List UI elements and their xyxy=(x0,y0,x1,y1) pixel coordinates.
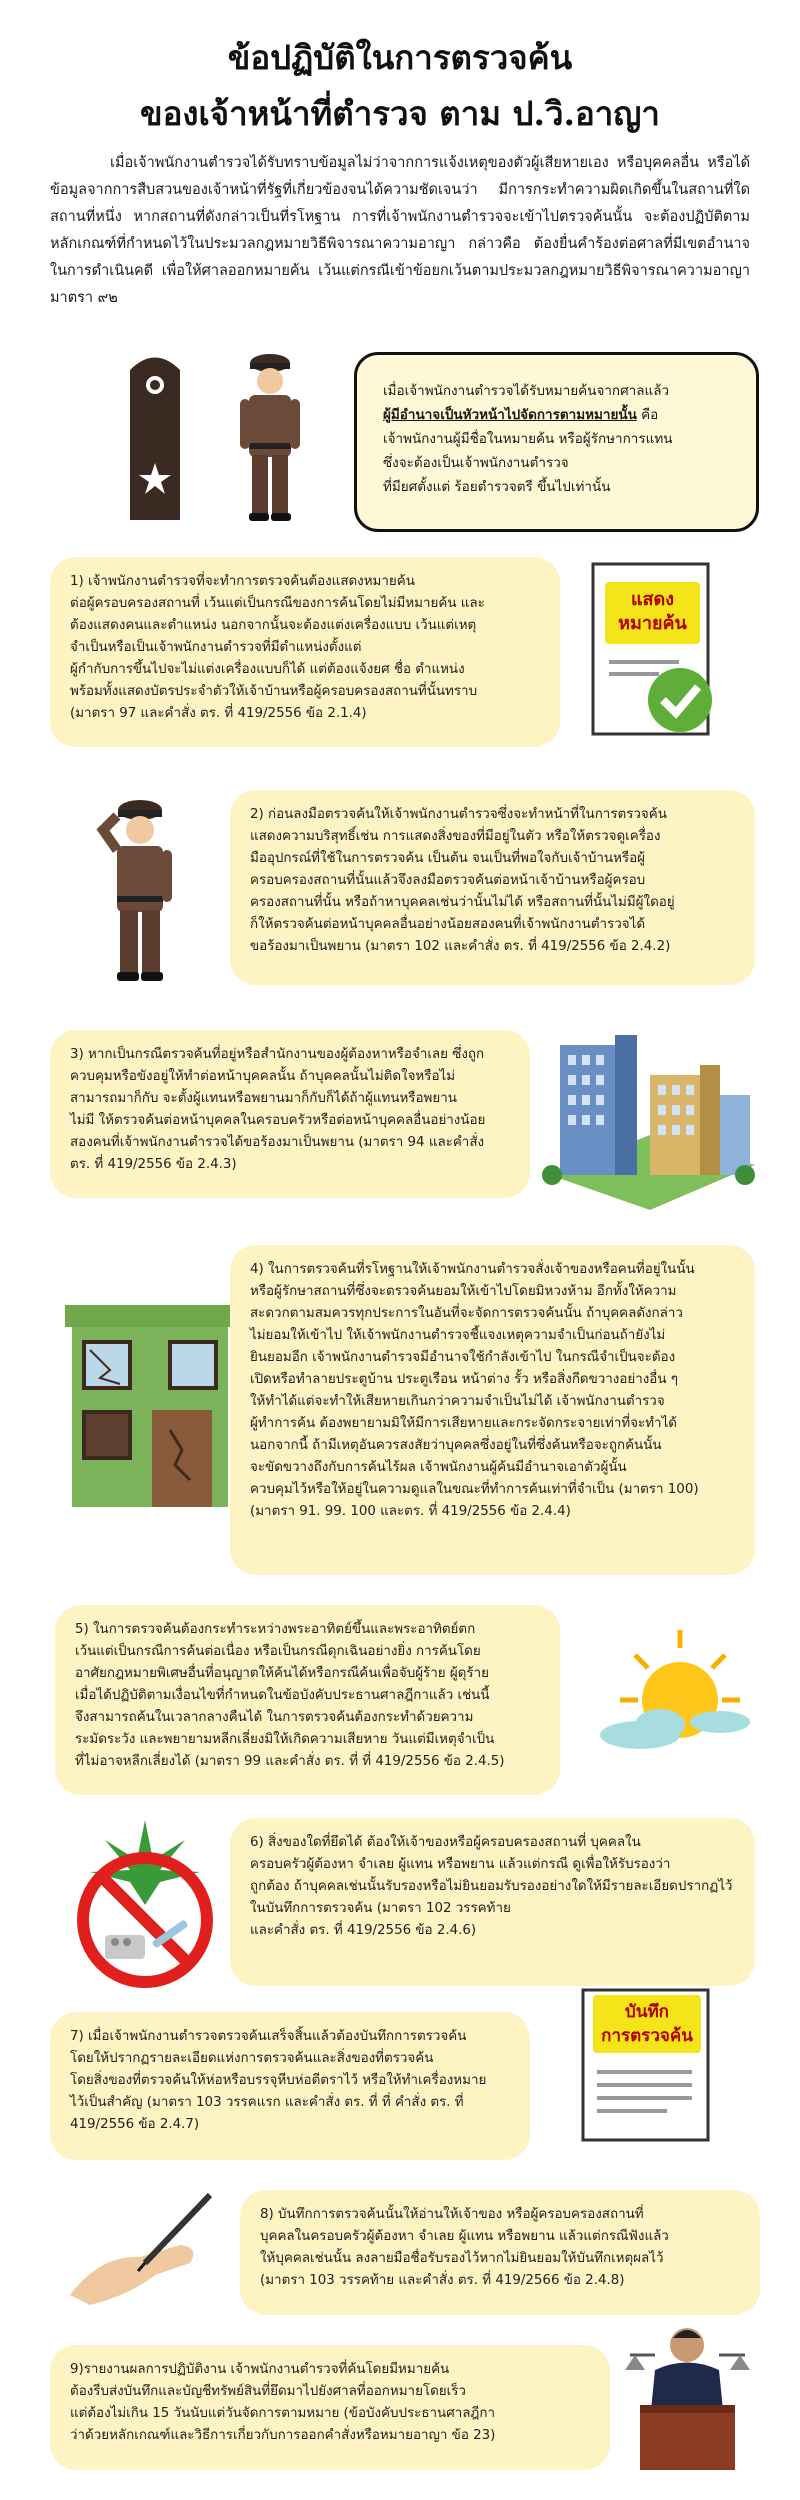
step-2-line: ครอบครองสถานที่นั้นแล้วจึงลงมือตรวจค้นต่อหน้าเจ้าบ้านหรือผู้ครอบ xyxy=(250,873,646,888)
step-5-line: 5) ในการตรวจค้นต้องกระทำระหว่างพระอาทิตย์ขึ้นและพระอาทิตย์ตก xyxy=(75,1622,476,1637)
step-5-line: เมื่อได้ปฏิบัติตามเงื่อนไขที่กำหนดในข้อบังคับประธานศาลฎีกาแล้ว เช่นนี้ xyxy=(75,1688,490,1703)
step-1-line: ต้องแสดงคนและตำแหน่ง นอกจากนั้นจะต้องแต่งเครื่องแบบ เว้นแต่เหตุ xyxy=(70,618,477,633)
step-8-line: 8) บันทึกการตรวจค้นนั้นให้อ่านให้เจ้าของ หรือผู้ครอบครองสถานที่ xyxy=(260,2207,644,2222)
callout-line-3: เจ้าพนักงานผู้มีชื่อในหมายค้น หรือผู้รักษาการแทน xyxy=(383,431,673,447)
step-5-line: อาศัยกฎหมายพิเศษอื่นที่อนุญาตให้ค้นได้หรือกรณีค้นเพื่อจับผู้ร้าย ผู้ดุร้าย xyxy=(75,1666,489,1681)
step-4-line: นอกจากนี้ ถ้ามีเหตุอันควรสงสัยว่าบุคคลซึ่งอยู่ในที่ซึ่งค้นหรือจะถูกค้นนั้น xyxy=(250,1438,662,1453)
step-4-line: จะขัดขวางถึงกับการค้นไร้ผล เจ้าพนักงานผู้ค้นมีอำนาจเอาตัวผู้นั้น xyxy=(250,1460,627,1475)
step-9-line: แต่ต้องไม่เกิน 15 วันนับแต่วันจัดการตามหมาย (ข้อบังคับประธานศาลฎีกา xyxy=(70,2406,496,2421)
step-7-line: 7) เมื่อเจ้าพนักงานตำรวจตรวจค้นเสร็จสิ้นแล้วต้องบันทึกการตรวจค้น xyxy=(70,2029,467,2044)
step-5-line: จึงสามารถค้นในเวลากลางคืนได้ ในการตรวจค้นต้องกระทำด้วยความ xyxy=(75,1710,474,1725)
step-6-box xyxy=(230,1818,755,1986)
callout-line-4: ซึ่งจะต้องเป็นเจ้าพนักงานตำรวจ xyxy=(383,455,569,471)
step-9-line: ต้องรีบส่งบันทึกและบัญชีทรัพย์สินที่ยึดมาไปยังศาลที่ออกหมายโดยเร็ว xyxy=(70,2384,466,2399)
callout-highlight: ผู้มีอำนาจเป็นหัวหน้าไปจัดการตามหมายนั้น xyxy=(383,407,637,423)
title-line-2: ของเจ้าหน้าที่ตำรวจ ตาม ป.วิ.อาญา xyxy=(140,94,660,133)
step-4-line: ควบคุมไว้หรือให้อยู่ในความดูแลในขณะที่ทำการค้นเท่าที่จำเป็น (มาตรา 100) xyxy=(250,1482,699,1497)
hand-writing-icon xyxy=(60,2185,220,2315)
step-1-line: พร้อมทั้งแสดงบัตรประจำตัวให้เจ้าบ้านหรือผู้ครอบครองสถานที่นั้นทราบ xyxy=(70,684,478,699)
search-record-label-2: การตรวจค้น xyxy=(601,2026,693,2046)
step-7-line: โดยสิ่งของที่ตรวจค้นให้ห่อหรือบรรจุหีบห่อตีตราไว้ หรือให้ทำเครื่องหมาย xyxy=(70,2073,487,2088)
step-5-line: เว้นแต่เป็นกรณีการค้นต่อเนื่อง หรือเป็นกรณีดุกเฉินอย่างยิ่ง การค้นโดย xyxy=(75,1644,481,1659)
step-4-line: เปิดหรือทำลายประตูบ้าน ประตูเรือน หน้าต่าง รั้ว หรือสิ่งกีดขวางอย่างอื่น ๆ xyxy=(250,1372,678,1387)
step-9-line: 9)รายงานผลการปฏิบัติงาน เจ้าพนักงานตำรวจที่ค้นโดยมีหมายค้น xyxy=(70,2362,450,2377)
intro-paragraph: เมื่อเจ้าพนักงานตำรวจได้รับทราบข้อมูลไม่ว่าจากการแจ้งเหตุของตัวผู้เสียหายเอง หรือบุคคลอื่น หรือได้ข้อมูลจากการสืบสวนของเจ้าหน้าที่รัฐที่เกี่ยวข้องจนได้ความชัดเจนว่า มีการกระทำความผิดเกิดขึ้นในสถานที่ใดสถานที่หนึ่ง หากสถานที่ดังกล่าวเป็นที่รโหฐาน การที่เจ้าพนักงานตำรวจจะเข้าไปตรวจค้นนั้น จะต้องปฏิบัติตามหลักเกณฑ์ที่กำหนดไว้ในประมวลกฎหมายวิธีพิจารณาความอาญา กล่าวคือ ต้องยื่นคำร้องต่อศาลที่มีเขตอำนาจในการดำเนินคดี เพื่อให้ศาลออกหมายค้น เว้นแต่กรณีเข้าข้อยกเว้นตามประมวลกฎหมายวิธีพิจารณาความอาญามาตรา ๙๒ xyxy=(50,155,750,306)
page-title xyxy=(0,30,800,142)
step-2-line: ก็ให้ตรวจค้นต่อหน้าบุคคลอื่นอย่างน้อยสองคนที่เจ้าพนักงานตำรวจได้ xyxy=(250,917,646,932)
show-warrant-label-2: หมายค้น xyxy=(618,613,687,634)
step-4-line: ไม่ยอมให้เข้าไป ให้เจ้าพนักงานตำรวจชี้แจงเหตุความจำเป็นก่อนถ้ายังไม่ xyxy=(250,1328,666,1343)
step-7-line: โดยให้ปรากฏรายละเอียดแห่งการตรวจค้นและสิ่งของที่ตรวจค้น xyxy=(70,2051,434,2066)
step-1-line: ผู้กำกับการขึ้นไปจะไม่แต่งเครื่องแบบก็ได้ แต่ต้องแจ้งยศ ชื่อ ตำแหน่ง xyxy=(70,662,465,677)
police-officer-icon xyxy=(235,345,305,530)
warrant-authority-callout xyxy=(354,352,759,532)
callout-line-2 xyxy=(383,403,730,427)
step-6-line: 6) สิ่งของใดที่ยึดได้ ต้องให้เจ้าของหรือผู้ครอบครองสถานที่ บุคคลใน xyxy=(250,1835,641,1850)
step-8-box xyxy=(240,2190,760,2315)
step-9-line: ว่าด้วยหลักเกณฑ์และวิธีการเกี่ยวกับการออกคำสั่งหรือหมายอาญา ข้อ 23) xyxy=(70,2428,496,2443)
sun-cloud-icon xyxy=(580,1620,760,1770)
step-6-line: และคำสั่ง ตร. ที่ 419/2556 ข้อ 2.4.6) xyxy=(250,1923,477,1938)
step-4-line: สะดวกตามสมควรทุกประการในอันที่จะจัดการตรวจค้นนั้น ถ้าบุคคลดังกล่าว xyxy=(250,1306,683,1321)
step-2-box xyxy=(230,790,755,985)
step-5-line: ระมัดระวัง และพยายามหลีกเลี่ยงมิให้เกิดความเสียหาย วันแต่มีเหตุจำเป็น xyxy=(75,1732,495,1747)
step-9-box xyxy=(50,2345,610,2470)
damaged-house-icon xyxy=(60,1300,240,1510)
step-3-line: ตร. ที่ 419/2556 ข้อ 2.4.3) xyxy=(70,1157,237,1172)
title-line-1: ข้อปฏิบัติในการตรวจค้น xyxy=(227,38,573,77)
step-5-box xyxy=(55,1605,560,1795)
shoulder-insignia-icon xyxy=(120,345,190,525)
step-2-line: ครองสถานที่นั้น หรือถ้าหาบุคคลเช่นว่านั้นไม่ได้ หรือสถานที่นั้นไม่มีผู้ใดอยู่ xyxy=(250,895,675,910)
callout-line-1: เมื่อเจ้าพนักงานตำรวจได้รับหมายค้นจากศาลแล้ว xyxy=(383,383,670,399)
show-warrant-label-1: แสดง xyxy=(630,589,675,610)
step-6-line: ถูกต้อง ถ้าบุคคลเช่นนั้นรับรองหรือไม่ยินยอมรับรองอย่างใดให้มีรายละเอียดปรากฏไว้ในบันทึกการตรวจค้น (มาตรา 102 วรรคท้าย xyxy=(250,1879,733,1916)
step-2-line: ขอร้องมาเป็นพยาน (มาตรา 102 และคำสั่ง ตร. ที่ 419/2556 ข้อ 2.4.2) xyxy=(250,939,671,954)
step-4-line: 4) ในการตรวจค้นที่รโหฐานให้เจ้าพนักงานตำรวจสั่งเจ้าของหรือคนที่อยู่ในนั้น xyxy=(250,1262,695,1277)
callout-line-2-rest: คือ xyxy=(636,407,659,423)
step-1-line: (มาตรา 97 และคำสั่ง ตร. ที่ 419/2556 ข้อ 2.1.4) xyxy=(70,706,367,721)
step-4-line: (มาตรา 91. 99. 100 และตร. ที่ 419/2556 ข้อ 2.4.4) xyxy=(250,1504,571,1519)
judge-icon xyxy=(615,2300,760,2475)
step-8-line: บุคคลในครอบครัวผู้ต้องหา จำเลย ผู้แทน หรือพยาน แล้วแต่กรณีฟังแล้ว xyxy=(260,2229,669,2244)
step-3-line: สามารถมาก็กับ จะตั้งผู้แทนหรือพยานมาก็กับก็ได้ถ้าผู้แทนหรือพยาน xyxy=(70,1091,457,1106)
step-4-line: หรือผู้รักษาสถานที่ซึ่งจะตรวจค้นยอมให้เข้าไปโดยมิหวงห้าม อีกทั้งให้ความ xyxy=(250,1284,677,1299)
step-3-box xyxy=(50,1030,530,1198)
step-7-line: 419/2556 ข้อ 2.4.7) xyxy=(70,2117,200,2132)
prohibited-drugs-icon xyxy=(65,1810,225,1995)
step-8-line: ให้บุคคลเช่นนั้น ลงลายมือชื่อรับรองไว้หากไม่ยินยอมให้บันทึกเหตุผลไว้ xyxy=(260,2251,664,2266)
step-4-box xyxy=(230,1245,755,1575)
saluting-officer-icon xyxy=(95,790,185,990)
step-2-line: 2) ก่อนลงมือตรวจค้นให้เจ้าพนักงานตำรวจซึ่งจะทำหน้าที่ในการตรวจค้น xyxy=(250,807,667,822)
show-warrant-label xyxy=(605,582,700,644)
step-3-line: ไม่มี ให้ตรวจค้นต่อหน้าบุคคลในครอบครัวหรือต่อหน้าบุคคลอื่นอย่างน้อย xyxy=(70,1113,486,1128)
step-1-line: 1) เจ้าพนักงานตำรวจที่จะทำการตรวจค้นต้องแสดงหมายค้น xyxy=(70,574,415,589)
step-3-line: 3) หากเป็นกรณีตรวจค้นที่อยู่หรือสำนักงานของผู้ต้องหาหรือจำเลย ซึ่งถูก xyxy=(70,1047,485,1062)
step-4-line: ยินยอมอีก เจ้าพนักงานตำรวจมีอำนาจใช้กำลังเข้าไป ในกรณีจำเป็นจะต้อง xyxy=(250,1350,676,1365)
step-4-line: ให้ทำได้แต่จะทำให้เสียหายเกินกว่าความจำเป็นไม่ได้ เจ้าพนักงานตำรวจ xyxy=(250,1394,665,1409)
step-4-line: ผู้ทำการค้น ต้องพยายามมิให้มีการเสียหายและกระจัดกระจายเท่าที่จะทำได้ xyxy=(250,1416,677,1431)
step-7-line: ไว้เป็นสำคัญ (มาตรา 103 วรรคแรก และคำสั่ง ตร. ที่ ที่ คำสั่ง ตร. ที่ xyxy=(70,2095,464,2110)
step-5-line: ที่ไม่อาจหลีกเลี่ยงได้ (มาตรา 99 และคำสั่ง ตร. ที่ ที่ 419/2556 ข้อ 2.4.5) xyxy=(75,1754,505,1769)
search-record-label-1: บันทึก xyxy=(625,2002,669,2022)
step-8-line: (มาตรา 103 วรรคท้าย และคำสั่ง ตร. ที่ 419/2566 ข้อ 2.4.8) xyxy=(260,2273,625,2288)
step-1-line: จำเป็นหรือเป็นเจ้าพนักงานตำรวจที่มีตำแหน่งตั้งแต่ xyxy=(70,640,362,655)
step-1-box xyxy=(50,557,560,747)
office-buildings-icon xyxy=(540,1025,760,1215)
step-2-line: มืออุปกรณ์ที่ใช้ในการตรวจค้น เป็นต้น จนเป็นที่พอใจกับเจ้าบ้านหรือผู้ xyxy=(250,851,645,866)
step-2-line: แสดงความบริสุทธิ์เช่น การแสดงสิ่งของที่มีอยู่ในตัว หรือให้ตรวจดูเครื่อง xyxy=(250,829,661,844)
callout-line-5: ที่มียศตั้งแต่ ร้อยตำรวจตรี ขึ้นไปเท่านั้น xyxy=(383,479,611,495)
step-6-line: ครอบครัวผู้ต้องหา จำเลย ผู้แทน หรือพยาน แล้วแต่กรณี ดูเพื่อให้รับรองว่า xyxy=(250,1857,671,1872)
step-7-box xyxy=(50,2012,530,2160)
search-record-label xyxy=(593,1995,701,2053)
step-3-line: ควบคุมหรือขังอยู่ให้ทำต่อหน้าบุคคลนั้น ถ้าบุคคลนั้นไม่ติดใจหรือไม่ xyxy=(70,1069,456,1084)
step-3-line: สองคนที่เจ้าพนักงานตำรวจได้ขอร้องมาเป็นพยาน (มาตรา 94 และคำสั่ง xyxy=(70,1135,485,1150)
step-1-line: ต่อผู้ครอบครองสถานที่ เว้นแต่เป็นกรณีของการค้นโดยไม่มีหมายค้น และ xyxy=(70,596,485,611)
